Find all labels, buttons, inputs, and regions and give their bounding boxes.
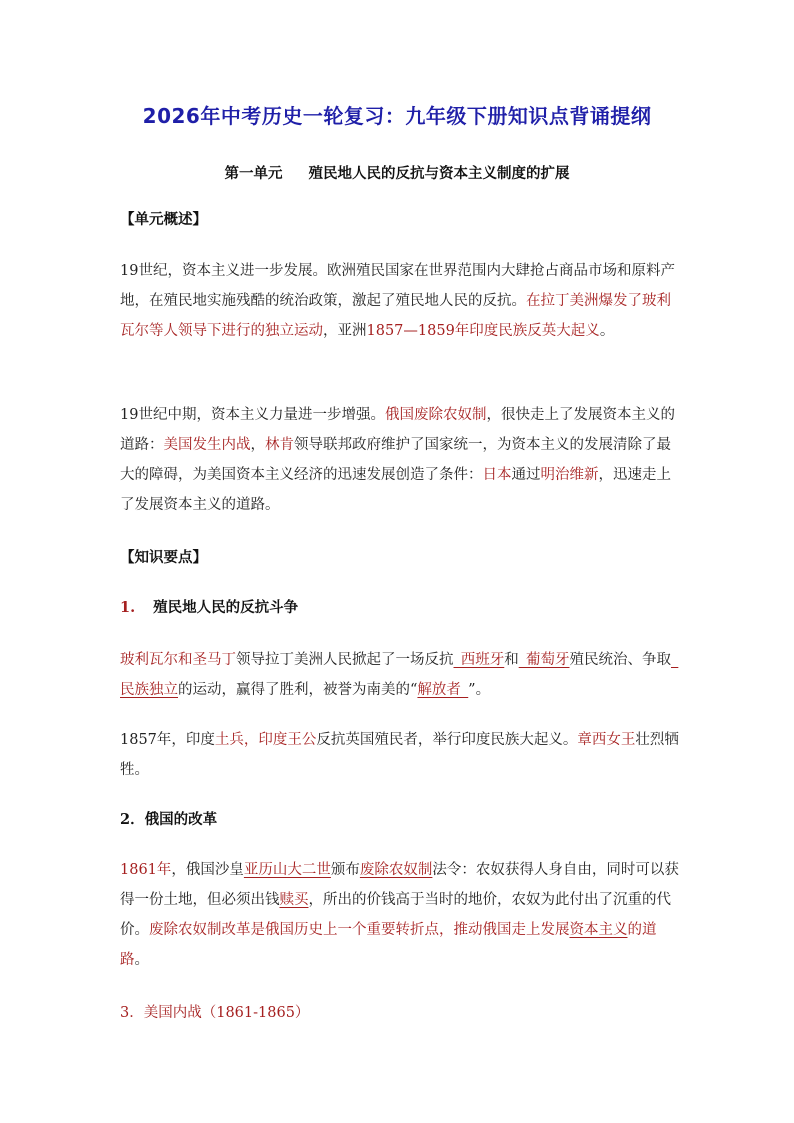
overview-p1-sep: ，亚洲 <box>323 323 367 339</box>
overview-p2-text-i: 通过 <box>511 467 541 483</box>
unit-label: 第一单元 <box>224 165 283 182</box>
overview-p2-lincoln: 林肯 <box>265 437 294 453</box>
overview-p2-us-civil-war: 美国发生内战 <box>163 437 251 453</box>
point2-heading <box>120 805 680 835</box>
overview-p2-japan: 日本 <box>482 467 512 483</box>
overview-p2-meiji: 明治维新 <box>540 467 599 483</box>
r-turning-point: 废除农奴制改革是俄国历史上一个重要转折点，推动俄国走上发展 <box>149 922 570 938</box>
overview-paragraph-2 <box>120 400 680 520</box>
overview-p2-text-c: ，很快走上了发展资本主义的道路： <box>120 407 675 453</box>
p2-text-c: 反抗英国殖民者，举行印度民族大起义。 <box>316 732 578 748</box>
overview-p2-text-e: ， <box>250 437 265 453</box>
r-text-h: ，所出的价钱高于当时的地价，农奴为此付出了沉重的代价。 <box>120 892 671 938</box>
point1-heading <box>120 593 680 623</box>
p2-text-e: 壮烈牺牲。 <box>120 732 679 778</box>
overview-p2-text-a: 19世纪中期，资本主义力量进一步增强。 <box>120 407 385 423</box>
overview-paragraph-1 <box>120 256 680 346</box>
page-title: 2026年中考历史一轮复习：九年级下册知识点背诵提纲 <box>142 104 652 128</box>
overview-p2-text-k: ，迅速走上了发展资本主义的道路。 <box>120 467 671 513</box>
section-overview-label: 【单元概述】 <box>120 211 207 228</box>
p1-and: 和 <box>504 652 519 668</box>
p1-text-f: 殖民统治、争取 <box>569 652 671 668</box>
overview-p1-india: 1857—1859年印度民族反英大起义 <box>366 323 600 339</box>
p1-spain: _西班牙 <box>453 652 505 668</box>
unit-name: 殖民地人民的反抗与资本主义制度的扩展 <box>308 165 570 182</box>
overview-p2-text-g: 领导联邦政府维护了国家统一，为资本主义的发展清除了最大的障碍，为美国资本主义经济的迅速发展创造了条件： <box>120 437 671 483</box>
p1-text-j: ”。 <box>468 682 491 698</box>
overview-p1-latin-america: 在拉丁美洲爆发了玻利瓦尔等人领导下进行的独立运动 <box>120 293 671 339</box>
p1-leaders: 玻利瓦尔和圣马丁 <box>120 652 236 668</box>
overview-p2-russia: 俄国废除农奴制 <box>384 407 487 423</box>
overview-p1-end: 。 <box>599 323 615 339</box>
r-year: 1861年 <box>120 862 172 878</box>
r-abolish: 废除农奴制 <box>359 862 433 878</box>
r-road: 的道路 <box>120 922 657 968</box>
r-end: 。 <box>134 952 149 968</box>
p2-queen: 章西女王 <box>577 732 636 748</box>
point1-title: 殖民地人民的反抗斗争 <box>153 599 299 616</box>
point1-number: 1. <box>120 599 136 616</box>
r-text-b: ，俄国沙皇 <box>171 862 244 878</box>
point2-paragraph-1 <box>120 855 680 975</box>
p1-text-b: 领导拉丁美洲人民掀起了一场反抗 <box>236 652 454 668</box>
section-points-heading <box>120 543 680 573</box>
p1-liberator: 解放者_ <box>417 682 469 698</box>
section-points-label: 【知识要点】 <box>120 549 207 566</box>
point3-heading <box>120 998 680 1028</box>
point1-paragraph-1 <box>120 645 680 705</box>
p1-text-h: 的运动，赢得了胜利，被誉为南美的“ <box>178 682 418 698</box>
unit-title <box>0 162 794 183</box>
r-redeem: 赎买 <box>279 892 309 908</box>
r-text-f: 法令：农奴获得人身自由，同时可以获得一份土地，但必须出钱 <box>120 862 679 908</box>
point3-title: 3．美国内战（1861-1865） <box>120 1005 310 1021</box>
r-alexander: 亚历山大二世 <box>243 862 331 878</box>
p1-independence: _民族独立 <box>120 652 679 698</box>
r-text-d: 颁布 <box>330 862 360 878</box>
point1-paragraph-2 <box>120 725 680 785</box>
section-overview-heading <box>120 205 680 235</box>
r-capitalism: 资本主义 <box>569 922 628 938</box>
p2-soldiers: 土兵，印度王公 <box>214 732 317 748</box>
p1-portugal: _葡萄牙 <box>518 652 570 668</box>
point2-title: 2．俄国的改革 <box>120 811 218 828</box>
overview-p1-text: 19世纪，资本主义进一步发展。欧洲殖民国家在世界范围内大肆抢占商品市场和原料产地，在殖民地实施残酷的统治政策，激起了殖民地人民的反抗。 <box>120 263 675 309</box>
p2-text-a: 1857年，印度 <box>120 732 215 748</box>
